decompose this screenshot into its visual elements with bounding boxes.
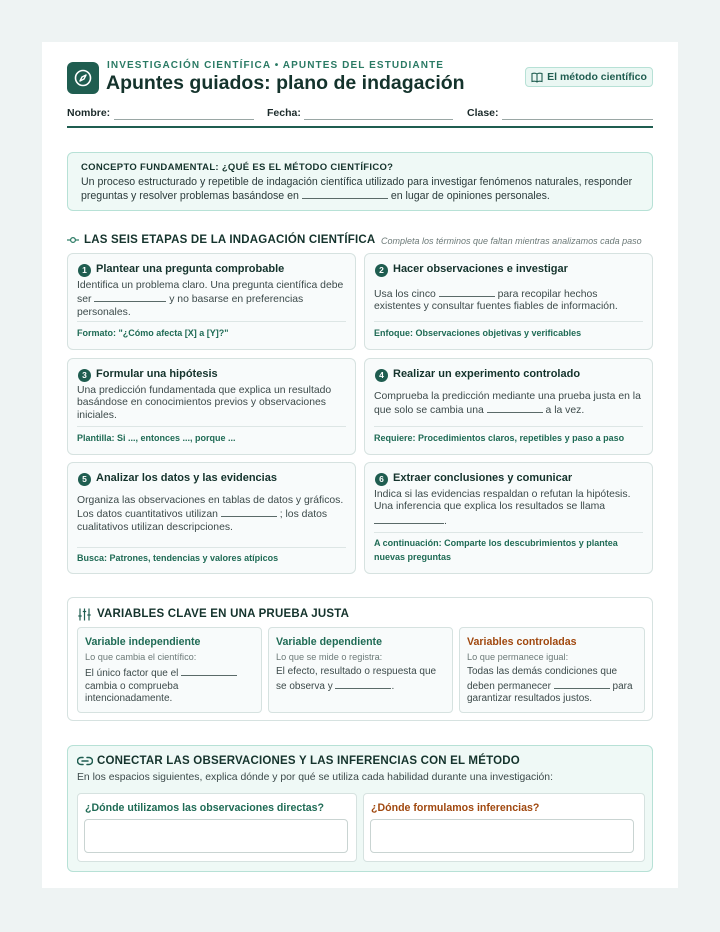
stage-footer: Requiere: Procedimientos claros, repetibles y paso a paso bbox=[374, 433, 625, 443]
variable-text-start: Todas las demás condiciones que deben permanecer bbox=[467, 666, 618, 692]
compass-icon bbox=[67, 62, 99, 94]
stage-title: Extraer conclusiones y comunicar bbox=[393, 472, 573, 484]
stage-title: Formular una hipótesis bbox=[96, 368, 218, 380]
inferences-card bbox=[363, 793, 645, 862]
stage-text-start: Usa los cinco bbox=[374, 289, 436, 300]
link-icon bbox=[77, 756, 93, 766]
stage-card-3 bbox=[67, 358, 356, 455]
steps-icon bbox=[67, 236, 79, 244]
stage-footer: Enfoque: Observaciones objetivas y verificables bbox=[374, 328, 582, 338]
observations-card bbox=[77, 793, 357, 862]
concept-blank[interactable] bbox=[302, 189, 388, 199]
variable-blank[interactable] bbox=[554, 679, 610, 689]
name-label: Nombre: bbox=[67, 107, 111, 119]
variable-text-end: cambia o comprueba intencionadamente. bbox=[85, 680, 179, 705]
stage-card-4 bbox=[364, 358, 653, 455]
stage-card-5 bbox=[67, 462, 356, 574]
stage-blank[interactable] bbox=[94, 292, 166, 302]
stage-blank[interactable] bbox=[221, 507, 277, 517]
stage-text bbox=[374, 489, 644, 528]
page-title: Apuntes guiados: plano de indagación bbox=[106, 72, 465, 94]
variables-section bbox=[67, 597, 653, 721]
variable-text-end: para garantizar resultados justos. bbox=[467, 680, 633, 705]
card-divider bbox=[77, 321, 346, 322]
variable-card-controlled bbox=[459, 627, 645, 713]
variable-text-start: El efecto, resultado o respuesta que se observa y bbox=[276, 666, 437, 692]
stages-note: Completa los términos que faltan mientras analizamos cada paso bbox=[381, 236, 642, 246]
stage-title: Analizar los datos y las evidencias bbox=[96, 472, 277, 484]
stage-card-2 bbox=[364, 253, 653, 350]
concept-title: CONCEPTO FUNDAMENTAL: ¿QUÉ ES EL MÉTODO CIENTÍFICO? bbox=[81, 162, 394, 173]
variable-title: Variable independiente bbox=[85, 636, 201, 648]
concept-text-end: en lugar de opiniones personales. bbox=[390, 190, 550, 202]
class-field[interactable] bbox=[502, 119, 653, 120]
stage-number: 4 bbox=[375, 369, 388, 382]
date-field[interactable] bbox=[304, 119, 453, 120]
stage-card-6 bbox=[364, 462, 653, 574]
stage-text-start: Indica si las evidencias respaldan o refutan la hipótesis. Una inferencia que explica los resultados se llama bbox=[374, 489, 631, 513]
stage-text bbox=[374, 391, 644, 418]
stages-heading: LAS SEIS ETAPAS DE LA INDAGACIÓN CIENTÍFICA bbox=[84, 234, 376, 246]
inferences-question: ¿Dónde formulamos inferencias? bbox=[371, 802, 540, 814]
variable-title: Variables controladas bbox=[467, 636, 577, 648]
card-divider bbox=[374, 321, 643, 322]
stage-footer: Plantilla: Si ..., entonces ..., porque ... bbox=[77, 433, 236, 443]
eyebrow-label: INVESTIGACIÓN CIENTÍFICA • APUNTES DEL ESTUDIANTE bbox=[107, 60, 445, 71]
stage-text bbox=[77, 280, 347, 319]
concept-box bbox=[67, 152, 653, 211]
card-divider bbox=[374, 426, 643, 427]
scientific-method-button[interactable] bbox=[525, 67, 653, 87]
variable-text bbox=[85, 666, 251, 706]
stage-blank[interactable] bbox=[374, 514, 444, 524]
inferences-answer-box[interactable] bbox=[370, 819, 634, 853]
book-icon bbox=[531, 72, 543, 83]
variables-heading: VARIABLES CLAVE EN UNA PRUEBA JUSTA bbox=[97, 608, 350, 620]
stage-text-end: ; los datos cualitativos utilizan descripciones. bbox=[77, 509, 328, 533]
variable-card-dependent bbox=[268, 627, 453, 713]
stage-text-start: Identifica un problema claro. Una pregunta científica debe ser bbox=[77, 280, 344, 306]
variable-text bbox=[276, 666, 442, 693]
observations-question: ¿Dónde utilizamos las observaciones directas? bbox=[85, 802, 325, 814]
stage-title: Plantear una pregunta comprobable bbox=[96, 263, 285, 275]
stage-text-start: Organiza las observaciones en tablas de datos y gráficos. Los datos cuantitativos utilizan bbox=[77, 495, 344, 521]
variable-text-end: . bbox=[391, 680, 395, 692]
connect-heading: CONECTAR LAS OBSERVACIONES Y LAS INFERENCIAS CON EL MÉTODO bbox=[97, 755, 520, 767]
concept-text bbox=[81, 176, 641, 203]
stage-footer: Busca: Patrones, tendencias y valores atípicos bbox=[77, 553, 279, 563]
observations-answer-box[interactable] bbox=[84, 819, 348, 853]
connect-intro: En los espacios siguientes, explica dónde y por qué se utiliza cada habilidad durante una investigación: bbox=[77, 772, 553, 783]
concept-text-start: Un proceso estructurado y repetible de indagación científica utilizado para investigar fenómenos naturales, responder preguntas y resolver problemas basándose en bbox=[81, 176, 633, 202]
connect-section bbox=[67, 745, 653, 872]
stage-text-end: y no basarse en preferencias personales. bbox=[77, 294, 304, 318]
stage-number: 1 bbox=[78, 264, 91, 277]
stage-blank[interactable] bbox=[439, 287, 495, 297]
stage-text: Una predicción fundamentada que explica un resultado basándose en conocimientos previos y observaciones iniciales. bbox=[77, 385, 332, 421]
stage-text-end: a la vez. bbox=[545, 405, 585, 417]
variable-subtitle: Lo que cambia el científico: bbox=[85, 652, 197, 662]
stage-number: 6 bbox=[375, 473, 388, 486]
name-field[interactable] bbox=[114, 119, 254, 120]
stage-title: Realizar un experimento controlado bbox=[393, 368, 581, 380]
class-label: Clase: bbox=[467, 107, 499, 119]
variable-subtitle: Lo que permanece igual: bbox=[467, 652, 569, 662]
stage-number: 2 bbox=[375, 264, 388, 277]
stage-title: Hacer observaciones e investigar bbox=[393, 263, 568, 275]
stage-footer: A continuación: Comparte los descubrimientos y plantea nuevas preguntas bbox=[374, 538, 618, 562]
stage-text-end: . bbox=[444, 515, 447, 527]
date-label: Fecha: bbox=[267, 107, 301, 119]
stage-text-start: Comprueba la predicción mediante una prueba justa en la que solo se cambia una bbox=[374, 391, 641, 417]
variable-text bbox=[467, 666, 633, 706]
variable-blank[interactable] bbox=[181, 666, 237, 676]
stage-number: 3 bbox=[78, 369, 91, 382]
stage-text-end: para recopilar hechos existentes y consultar fuentes fiables de información. bbox=[374, 289, 618, 313]
header-divider bbox=[67, 126, 653, 128]
card-divider bbox=[77, 426, 346, 427]
card-divider bbox=[77, 547, 346, 548]
card-divider bbox=[374, 532, 643, 533]
variable-card-independent bbox=[77, 627, 262, 713]
stage-card-1 bbox=[67, 253, 356, 350]
stage-footer: Formato: "¿Cómo afecta [X] a [Y]?" bbox=[77, 328, 229, 338]
stage-text bbox=[77, 495, 347, 534]
worksheet-page bbox=[42, 42, 678, 888]
stage-number: 5 bbox=[78, 473, 91, 486]
stage-blank[interactable] bbox=[487, 403, 543, 413]
variable-subtitle: Lo que se mide o registra: bbox=[276, 652, 383, 662]
variable-blank[interactable] bbox=[335, 679, 391, 689]
sliders-icon bbox=[78, 608, 91, 621]
variable-text-start: El único factor que el bbox=[85, 668, 179, 679]
scientific-method-label: El método científico bbox=[547, 71, 647, 83]
variable-title: Variable dependiente bbox=[276, 636, 382, 648]
stage-text bbox=[374, 287, 644, 314]
